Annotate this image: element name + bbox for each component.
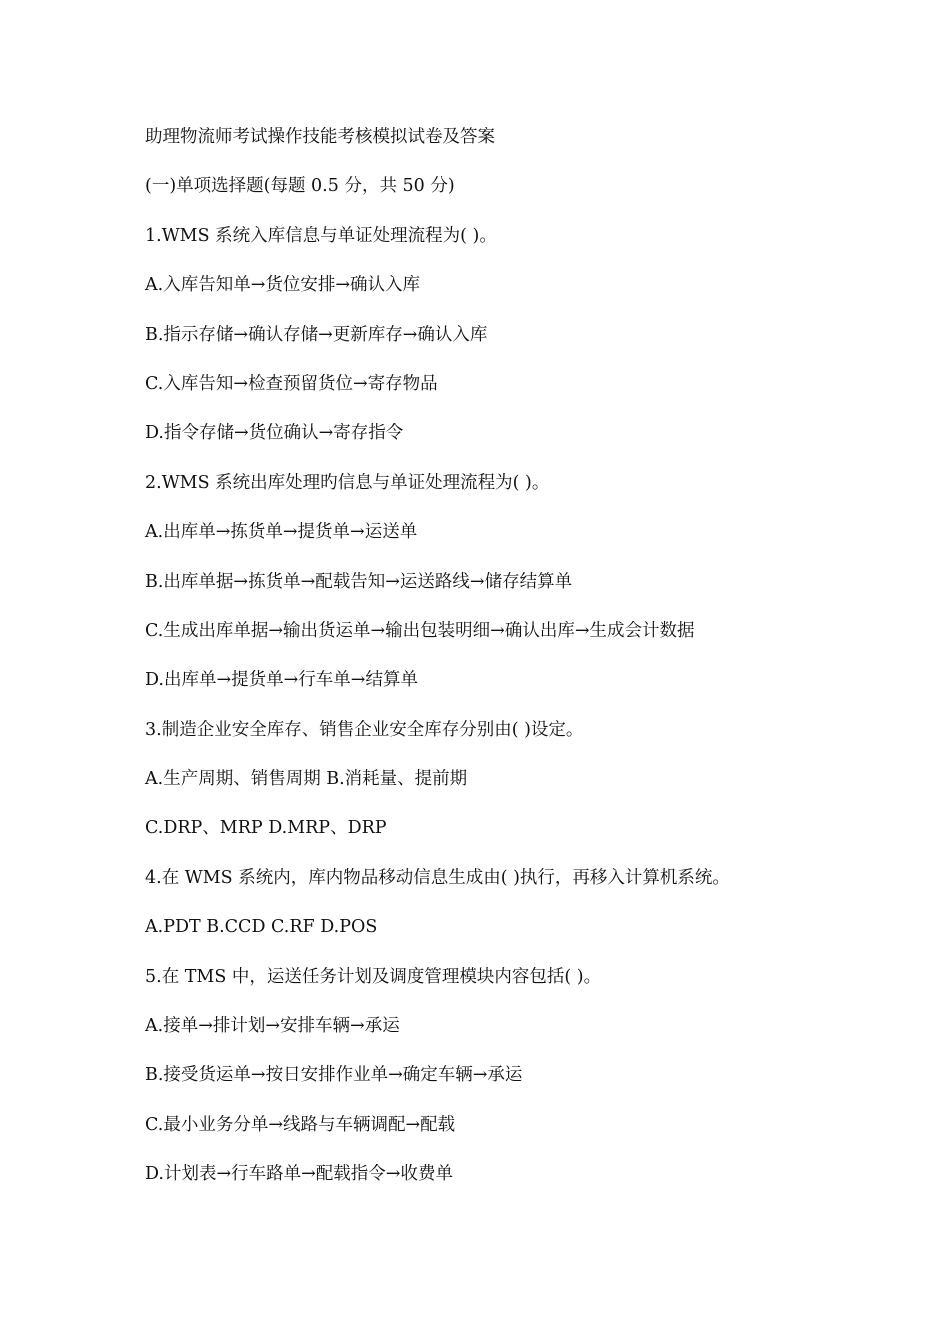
question-2-option-b: B.出库单据→拣货单→配载告知→运送路线→储存结算单: [145, 571, 573, 592]
section-heading: (一)单项选择题(每题 0.5 分，共 50 分): [145, 176, 455, 197]
question-2: 2.WMS 系统出库处理旳信息与单证处理流程为( )。: [145, 472, 550, 493]
question-1-option-c: C.入库告知→检查预留货位→寄存物品: [145, 373, 438, 394]
question-1-option-a: A.入库告知单→货位安排→确认入库: [145, 275, 421, 296]
question-5-option-d: D.计划表→行车路单→配载指令→收费单: [145, 1164, 453, 1185]
document-body: [145, 121, 905, 1208]
question-2-option-d: D.出库单→提货单→行车单→结算单: [145, 670, 418, 691]
question-1: 1.WMS 系统入库信息与单证处理流程为( )。: [145, 225, 497, 246]
question-2-option-a: A.出库单→拣货单→提货单→运送单: [145, 522, 418, 543]
question-5-option-c: C.最小业务分单→线路与车辆调配→配载: [145, 1114, 456, 1135]
question-5-option-b: B.接受货运单→按日安排作业单→确定车辆→承运: [145, 1065, 523, 1086]
question-1-option-d: D.指令存储→货位确认→寄存指令: [145, 423, 404, 444]
question-3: 3.制造企业安全库存、销售企业安全库存分别由( )设定。: [145, 719, 584, 740]
question-5-option-a: A.接单→排计划→安排车辆→承运: [145, 1016, 400, 1037]
question-4: 4.在 WMS 系统内，库内物品移动信息生成由( )执行，再移入计算机系统。: [145, 867, 730, 888]
question-4-options: A.PDT B.CCD C.RF D.POS: [145, 917, 378, 938]
question-2-option-c: C.生成出库单据→输出货运单→输出包装明细→确认出库→生成会计数据: [145, 620, 695, 641]
document-title: 助理物流师考试操作技能考核模拟试卷及答案: [145, 127, 495, 147]
question-3-options-ab: A.生产周期、销售周期 B.消耗量、提前期: [145, 769, 468, 790]
question-1-option-b: B.指示存储→确认存储→更新库存→确认入库: [145, 324, 488, 345]
question-3-options-cd: C.DRP、MRP D.MRP、DRP: [145, 818, 387, 839]
question-5: 5.在 TMS 中，运送任务计划及调度管理模块内容包括( )。: [145, 966, 602, 987]
